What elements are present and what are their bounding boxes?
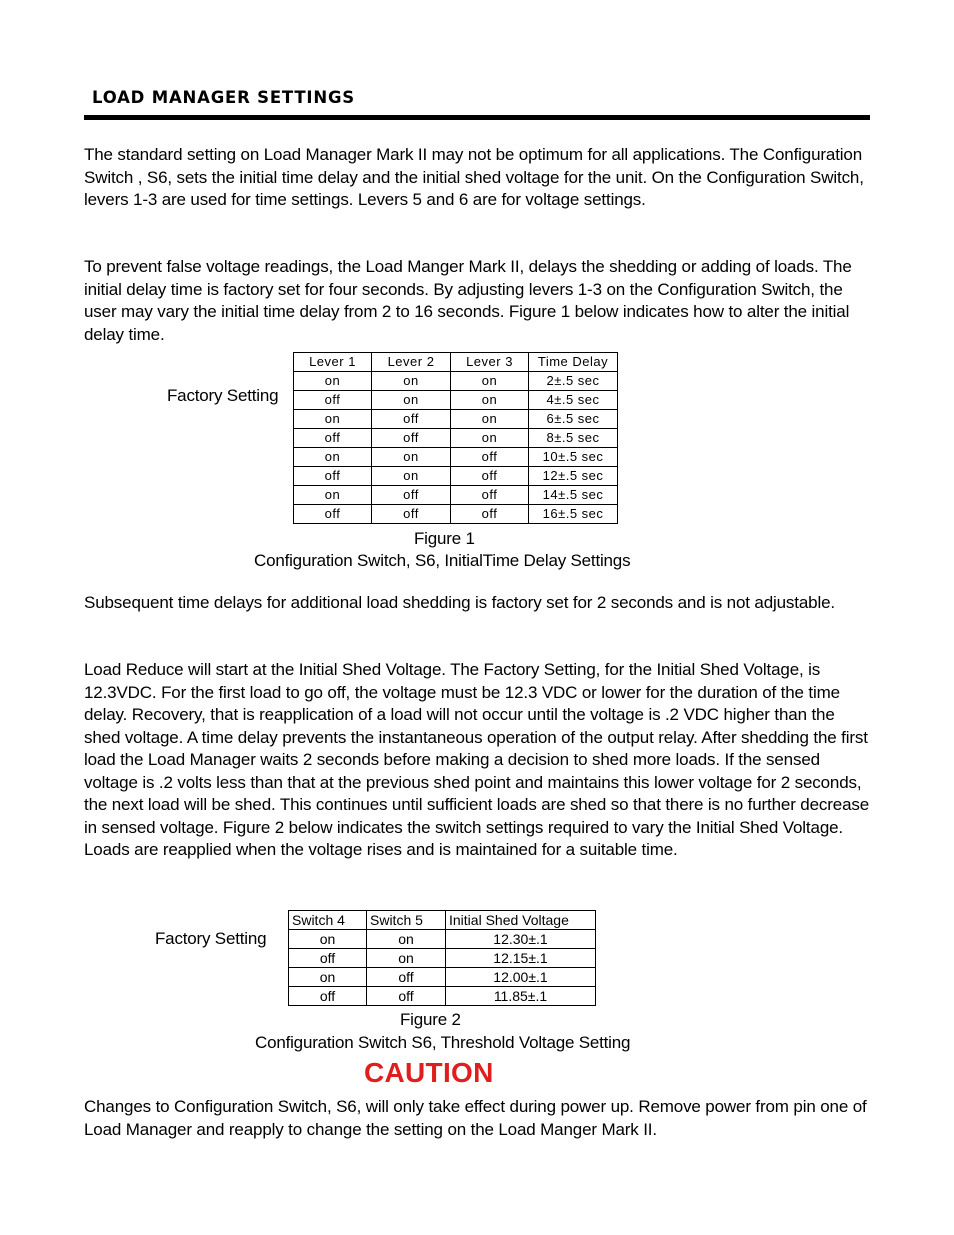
- section-heading: LOAD MANAGER SETTINGS: [92, 88, 355, 107]
- table-cell: 10±.5 sec: [529, 448, 618, 467]
- table-row: [294, 391, 618, 410]
- table-cell: 12±.5 sec: [529, 467, 618, 486]
- figure1-factory-label: Factory Setting: [167, 386, 279, 405]
- table-cell: on: [372, 467, 451, 486]
- figure1-caption-description: Configuration Switch, S6, InitialTime Delay Settings: [254, 551, 631, 570]
- table-cell: 4±.5 sec: [529, 391, 618, 410]
- table-cell: on: [294, 486, 372, 505]
- table-cell: on: [372, 448, 451, 467]
- table-cell: off: [372, 486, 451, 505]
- table-row: [289, 968, 596, 987]
- table-cell: off: [294, 505, 372, 524]
- heading-rule: [84, 115, 870, 120]
- table-cell: on: [372, 372, 451, 391]
- table-cell: off: [294, 467, 372, 486]
- table-row: [294, 467, 618, 486]
- column-header: Time Delay: [529, 353, 618, 372]
- delay-paragraph: To prevent false voltage readings, the Load Manger Mark II, delays the shedding or adding of loads. The initial delay time is factory set for four seconds. By adjusting levers 1-3 on the Configuration Switch, the user may vary the initial time delay from 2 to 16 seconds. Figure 1 below indicates how to alter the initial delay time.: [84, 257, 852, 344]
- table-cell: off: [372, 410, 451, 429]
- table-cell: on: [367, 930, 446, 949]
- table-cell: on: [451, 391, 529, 410]
- figure2-caption-description: Configuration Switch S6, Threshold Voltage Setting: [255, 1033, 631, 1052]
- figure2-factory-label: Factory Setting: [155, 929, 267, 948]
- table-cell: off: [451, 467, 529, 486]
- column-header: Initial Shed Voltage: [446, 911, 596, 930]
- table-row: [294, 429, 618, 448]
- table-cell: 6±.5 sec: [529, 410, 618, 429]
- caution-paragraph: Changes to Configuration Switch, S6, will only take effect during power up. Remove power from pin one of Load Manager and reapply to change the setting on the Load Manger Mark II.: [84, 1097, 867, 1139]
- table-row: [294, 486, 618, 505]
- table-row: [289, 930, 596, 949]
- table-row: [294, 448, 618, 467]
- table-cell: 12.00±.1: [446, 968, 596, 987]
- table-cell: off: [294, 391, 372, 410]
- table-cell: 14±.5 sec: [529, 486, 618, 505]
- table-cell: 8±.5 sec: [529, 429, 618, 448]
- table-cell: on: [372, 391, 451, 410]
- table-cell: off: [451, 448, 529, 467]
- column-header: Switch 4: [289, 911, 367, 930]
- table-cell: off: [367, 987, 446, 1006]
- table-cell: off: [289, 987, 367, 1006]
- table-row: [289, 949, 596, 968]
- table-cell: on: [289, 930, 367, 949]
- table-cell: on: [294, 372, 372, 391]
- table-row: [289, 987, 596, 1006]
- table-cell: off: [451, 486, 529, 505]
- table-header-row: [294, 353, 618, 372]
- table-row: [294, 410, 618, 429]
- table-cell: on: [451, 429, 529, 448]
- table-cell: on: [294, 448, 372, 467]
- table-cell: on: [367, 949, 446, 968]
- table-cell: 2±.5 sec: [529, 372, 618, 391]
- table-cell: off: [372, 505, 451, 524]
- table-cell: on: [451, 410, 529, 429]
- table-cell: off: [451, 505, 529, 524]
- figure1-caption-title: Figure 1: [414, 529, 475, 548]
- table-cell: off: [367, 968, 446, 987]
- column-header: Switch 5: [367, 911, 446, 930]
- table-cell: 11.85±.1: [446, 987, 596, 1006]
- table-row: [294, 372, 618, 391]
- table-cell: 12.15±.1: [446, 949, 596, 968]
- table-cell: on: [294, 410, 372, 429]
- figure1-table: [293, 352, 618, 524]
- column-header: Lever 3: [451, 353, 529, 372]
- load-reduce-paragraph: Load Reduce will start at the Initial Shed Voltage. The Factory Setting, for the Initial Shed Voltage, is 12.3VDC. For the first load to go off, the voltage must be 12.3 VDC or lower for the duration of the time delay. Recovery, that is reapplication of a load will not occur until the voltage is .2 VDC higher than the shed voltage. A time delay prevents the instantaneous operation of the output relay. After shedding the first load the Load Manager waits 2 seconds before making a decision to shed more loads. If the sensed voltage is .2 volts less than that at the previous shed point and maintains this lower voltage for 2 seconds, the next load will be shed. This continues until sufficient loads are shed so that there is no further decrease in sensed voltage. Figure 2 below indicates the switch settings required to vary the Initial Shed Voltage. Loads are reapplied when the voltage rises and is maintained for a suitable time.: [84, 660, 870, 859]
- table-header-row: [289, 911, 596, 930]
- subsequent-delay-paragraph: Subsequent time delays for additional load shedding is factory set for 2 seconds and is not adjustable.: [84, 593, 835, 612]
- column-header: Lever 2: [372, 353, 451, 372]
- figure2-table: [288, 910, 596, 1006]
- column-header: Lever 1: [294, 353, 372, 372]
- table-cell: off: [372, 429, 451, 448]
- table-cell: off: [294, 429, 372, 448]
- caution-heading: CAUTION: [364, 1057, 494, 1088]
- intro-paragraph: The standard setting on Load Manager Mark II may not be optimum for all applications. The Configuration Switch , S6, sets the initial time delay and the initial shed voltage for the unit. On the Configuration Switch, levers 1-3 are used for time settings. Levers 5 and 6 are for voltage settings.: [84, 145, 864, 209]
- table-cell: 16±.5 sec: [529, 505, 618, 524]
- table-cell: on: [289, 968, 367, 987]
- table-cell: off: [289, 949, 367, 968]
- figure2-caption-title: Figure 2: [400, 1010, 461, 1029]
- table-cell: on: [451, 372, 529, 391]
- table-row: [294, 505, 618, 524]
- table-cell: 12.30±.1: [446, 930, 596, 949]
